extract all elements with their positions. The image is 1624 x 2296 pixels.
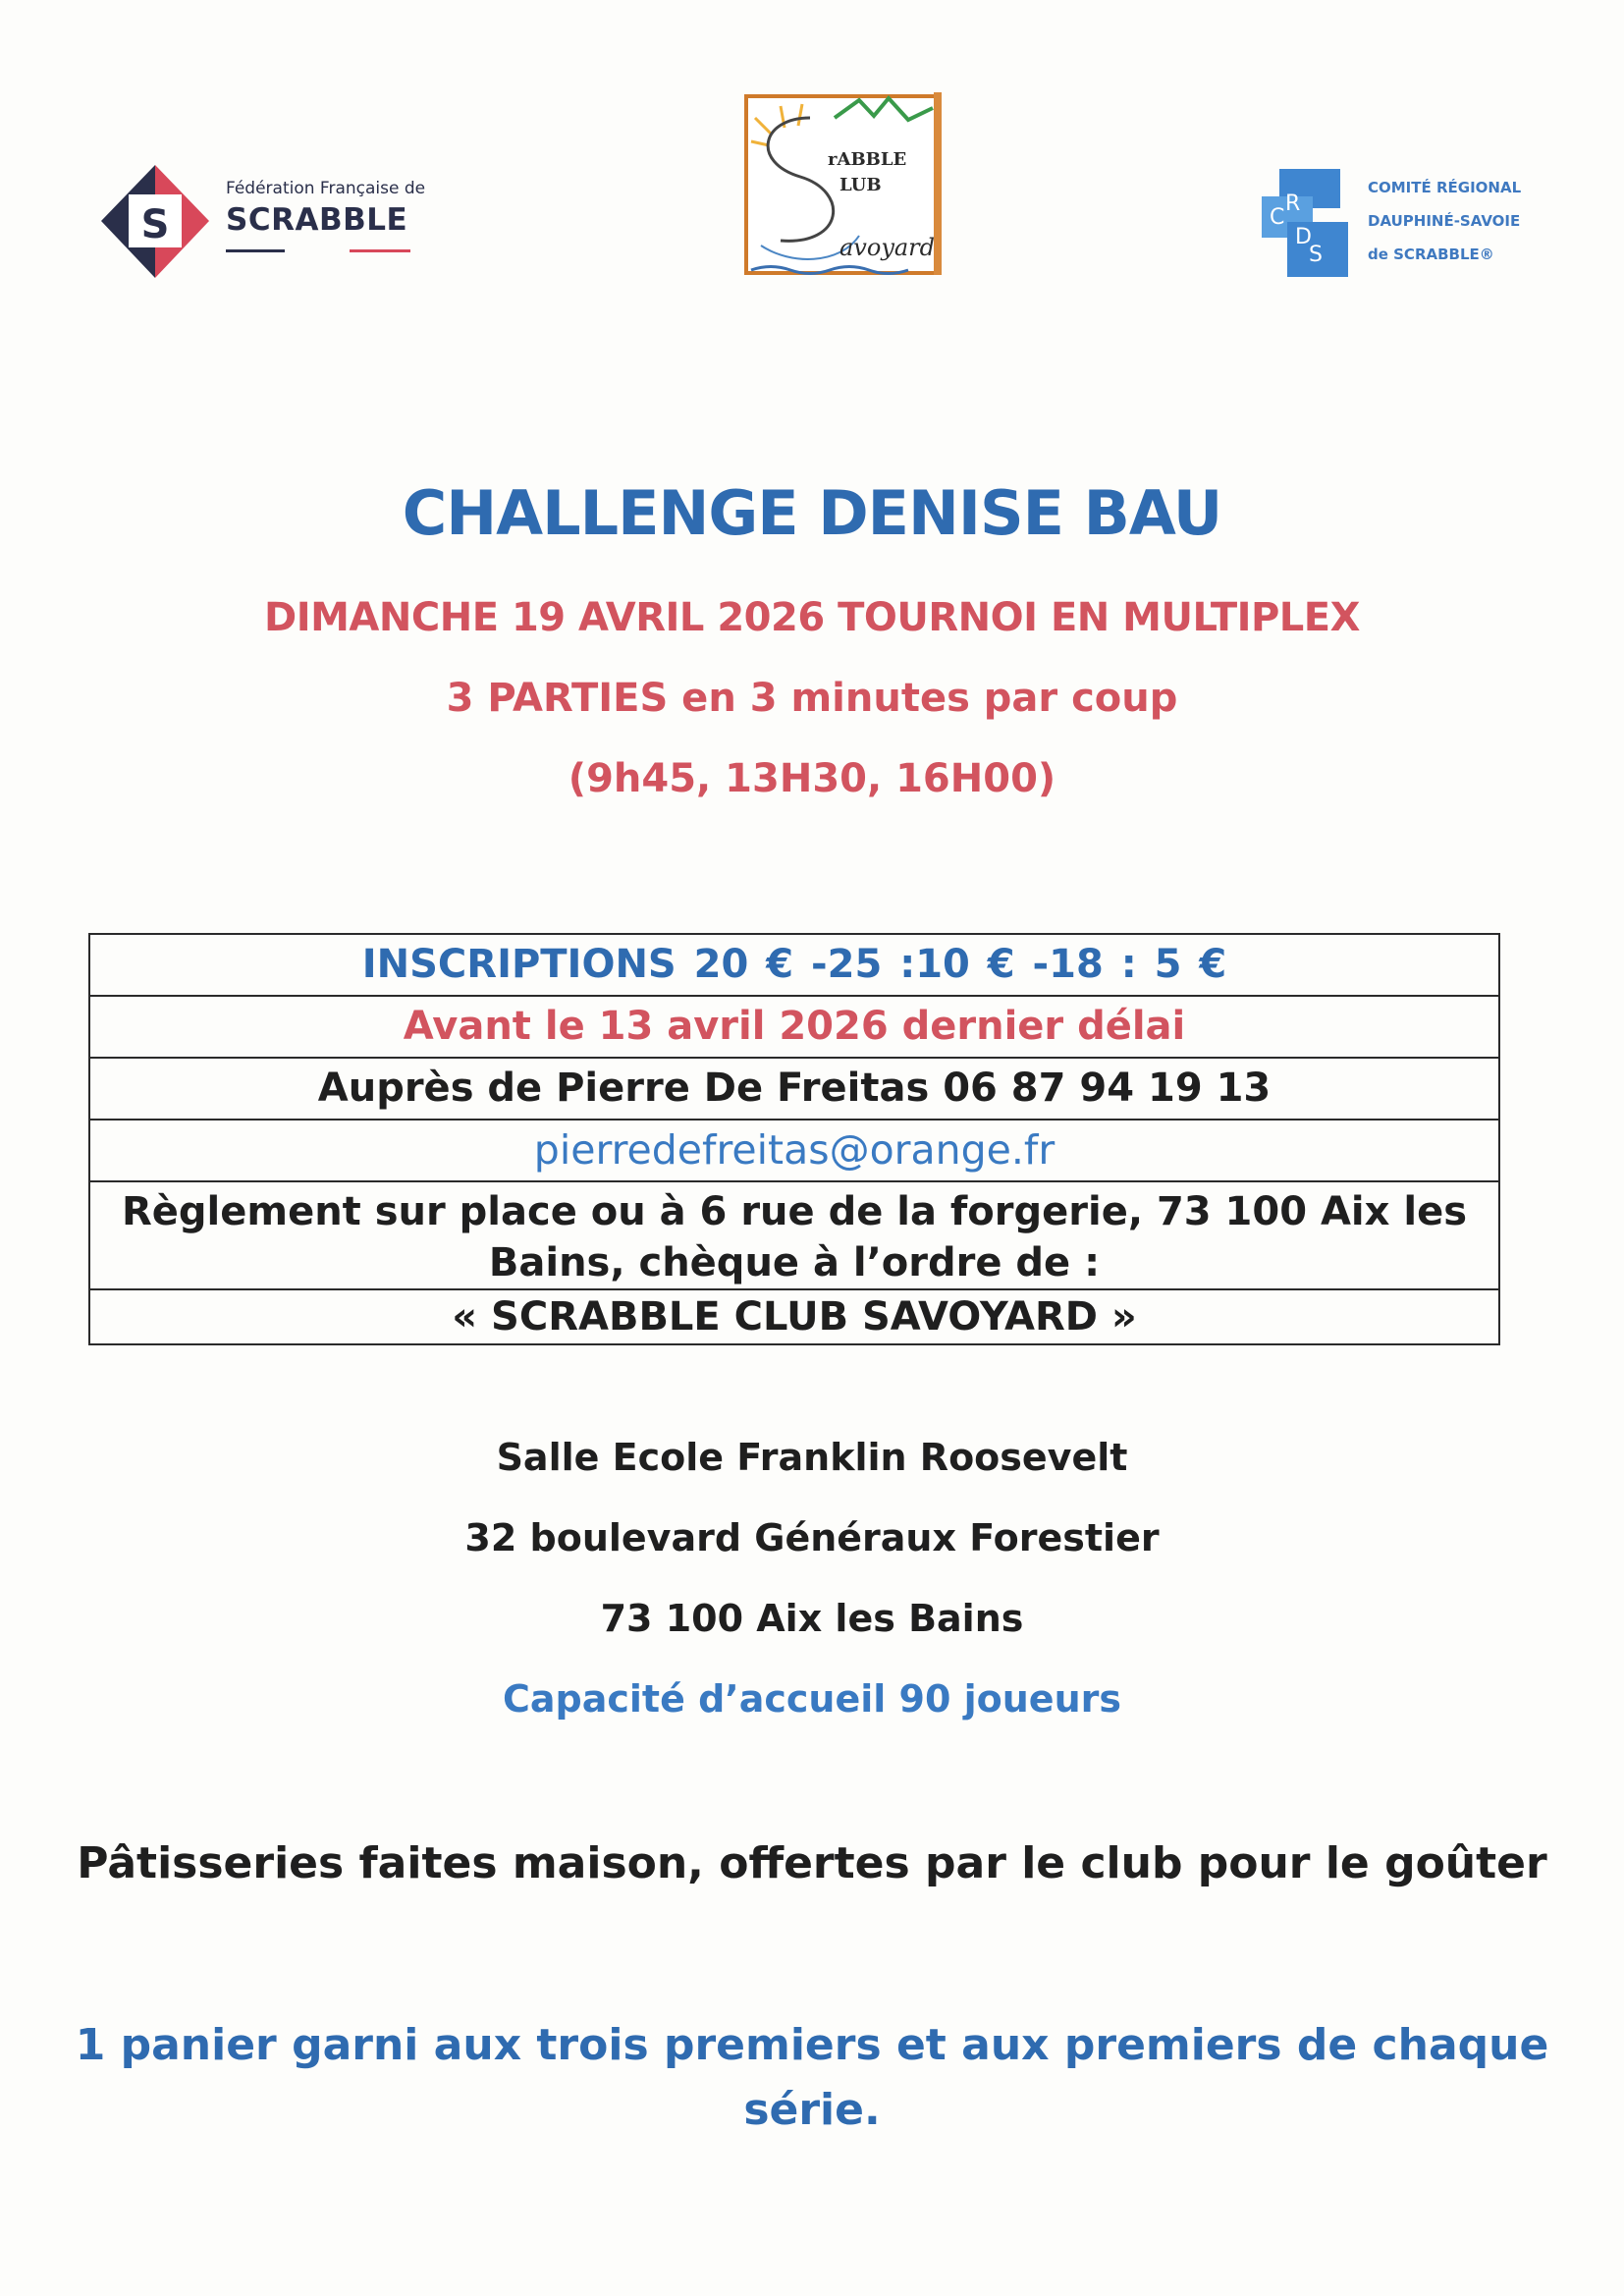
registration-fees: INSCRIPTIONS 20 € -25 :10 € -18 : 5 € <box>90 935 1498 997</box>
registration-deadline: Avant le 13 avril 2026 dernier délai <box>90 997 1498 1059</box>
ffs-emblem-icon <box>96 165 214 278</box>
club-logo-text-3: avoyard <box>839 234 936 261</box>
registration-contact: Auprès de Pierre De Freitas 06 87 94 19 13 <box>90 1059 1498 1121</box>
club-logo-text-2: LUB <box>839 175 882 195</box>
registration-email-link[interactable]: pierredefreitas@orange.fr <box>90 1121 1498 1182</box>
scrabble-club-savoyard-logo <box>741 79 947 285</box>
svg-text:S: S <box>1309 243 1323 267</box>
ffs-logo <box>96 165 426 278</box>
club-logo-text-1: rABBLE <box>828 149 907 170</box>
event-date-line: DIMANCHE 19 AVRIL 2026 TOURNOI EN MULTIPLEX <box>264 595 1360 640</box>
prizes-note: 1 panier garni aux trois premiers et aux premiers de chaque série. <box>75 2020 1549 2135</box>
crds-emblem-icon <box>1262 167 1360 280</box>
crds-logo-line-1: COMITÉ RÉGIONAL <box>1368 179 1522 196</box>
crds-logo-line-3: de SCRABBLE® <box>1368 246 1494 263</box>
ffs-underline-left <box>226 249 285 252</box>
ffs-underline-right <box>350 249 410 252</box>
ffs-emblem-letter: S <box>140 202 170 247</box>
venue-street: 32 boulevard Généraux Forestier <box>464 1516 1160 1559</box>
venue-capacity: Capacité d’accueil 90 joueurs <box>502 1677 1121 1721</box>
registration-payee: « SCRABBLE CLUB SAVOYARD » <box>452 1294 1137 1339</box>
svg-text:C: C <box>1270 205 1285 230</box>
page-title: CHALLENGE DENISE BAU <box>402 477 1222 549</box>
svg-text:D: D <box>1295 225 1312 249</box>
venue-city: 73 100 Aix les Bains <box>600 1597 1024 1640</box>
pastries-note: Pâtisseries faites maison, offertes par le club pour le goûter <box>77 1838 1547 1888</box>
event-hours-line: (9h45, 13H30, 16H00) <box>568 756 1056 801</box>
registration-payment: Règlement sur place ou à 6 rue de la forgerie, 73 100 Aix les Bains, chèque à l’ordre de : <box>90 1182 1498 1290</box>
crds-logo <box>1262 167 1527 280</box>
registration-table <box>88 933 1500 1345</box>
ffs-logo-wordmark: SCRABBLE <box>226 202 408 238</box>
venue-name: Salle Ecole Franklin Roosevelt <box>496 1436 1128 1479</box>
crds-logo-line-2: DAUPHINÉ-SAVOIE <box>1368 212 1521 230</box>
ffs-logo-caption: Fédération Française de <box>226 179 426 198</box>
svg-text:R: R <box>1285 191 1301 216</box>
event-games-line: 3 PARTIES en 3 minutes par coup <box>446 676 1178 721</box>
